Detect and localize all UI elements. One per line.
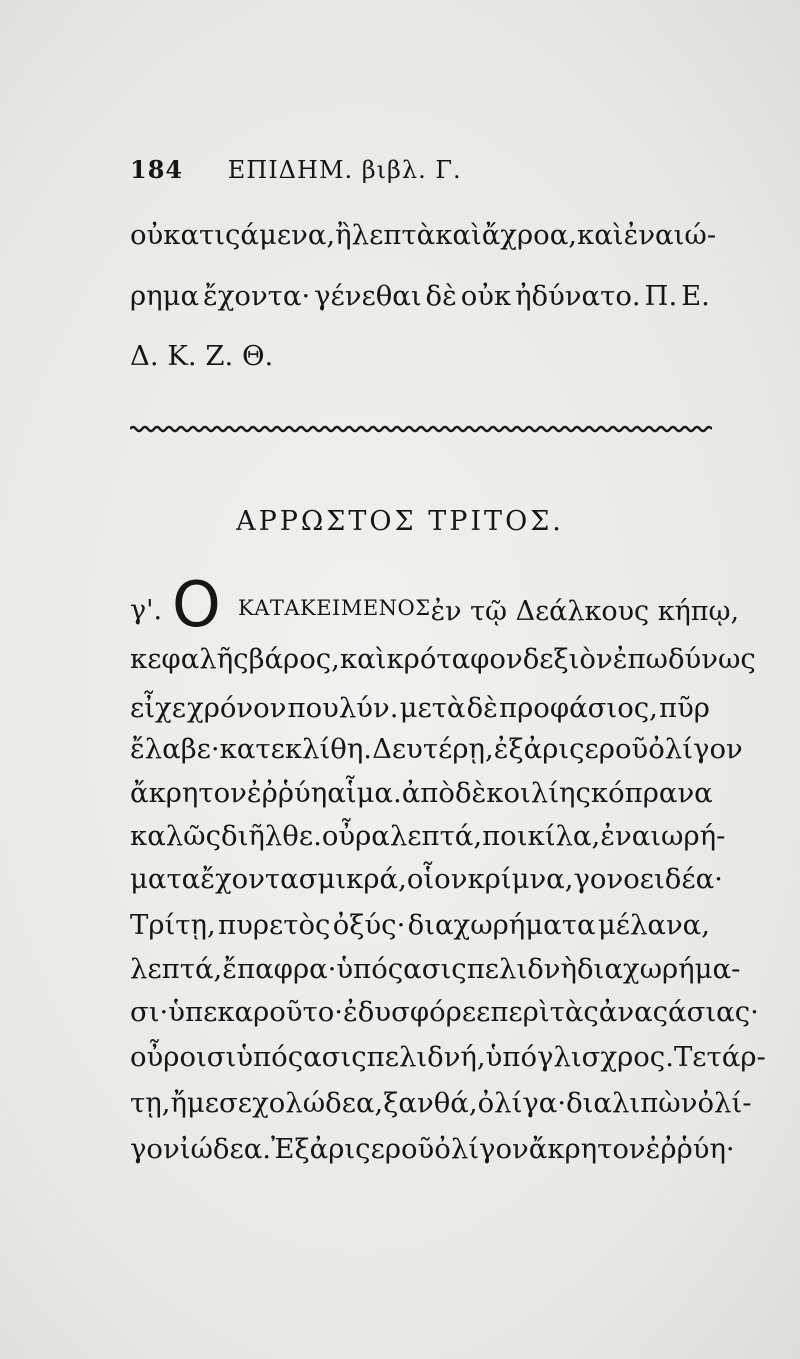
text-line: οὐ κατιςάμενα, ἢ λεπτὰ καὶ ἄχροα, καὶ ἐναιώ- [130,219,717,251]
caps-word: ΚΑΤΑΚΕΙΜΕΝΟΣ [238,596,431,620]
text-line: κεφαλῆς βάρος, καὶ κρόταφον δεξιὸν ἐπωδύνως [130,643,756,675]
text-line: γον ἰώδεα. Ἐξ ἀριςεροῦ ὀλίγον ἄκρητον ἐῤῥύη· [130,1133,735,1165]
case-number: γ'. [130,595,163,626]
text-line: ἄκρητον ἐῤῥύη αἷμα. ἀπὸ δὲ κοιλίης κόπρανα [130,777,713,809]
text-line: σι· ὑπεκαροῦτο· ἐδυσφόρεε περὶ τὰς ἀναςάσιας· [130,996,759,1028]
page-number: 184 [130,155,184,184]
text-line: καλῶς διῆλθε. οὖρα λεπτά, ποικίλα, ἐναιωρή- [130,820,726,852]
section-title: ΑΡΡΩΣΤΟΣ ΤΡΙΤΟΣ. [236,506,564,537]
text-line: Δ. Κ. Ζ. Θ. [130,340,274,372]
text-line: ἔλαβε· κατεκλίθη. Δευτέρῃ, ἐξ ἀριςεροῦ ὀλίγον [130,733,743,765]
running-title: ΕΠΙΔΗΜ. βιβλ. Γ. [227,156,462,184]
running-header [130,155,462,184]
text-line: ματα ἔχοντα σμικρά, οἷον κρίμνα, γονοειδέα· [130,863,723,895]
drop-cap: Ο [172,568,221,641]
text-line: οὖροισι ὑπόςασις πελιδνή, ὑπόγλισχρος. Τετάρ- [130,1041,766,1073]
text-line: εἶχε χρόνον πουλύν. μετὰ δὲ προφάσιος, πῦρ [130,692,710,724]
ornamental-divider [130,424,712,434]
text-line: ρημα ἔχοντα· γένεθαι δὲ οὐκ ἠδύνατο. Π. Ε. [130,280,710,312]
first-line-rest: ἐν τῷ Δεάλκους κήπῳ, [430,596,740,627]
text-line: λεπτά, ἔπαφρα· ὑπόςασις πελιδνὴ διαχωρήμα- [130,953,741,985]
first-line [238,596,740,627]
text-line: τῃ, ἤμεσε χολώδεα, ξανθά, ὀλίγα· διαλιπὼν ὀλί- [130,1087,752,1119]
text-line: Τρίτῃ, πυρετὸς ὀξύς· διαχωρήματα μέλανα, [130,909,710,941]
